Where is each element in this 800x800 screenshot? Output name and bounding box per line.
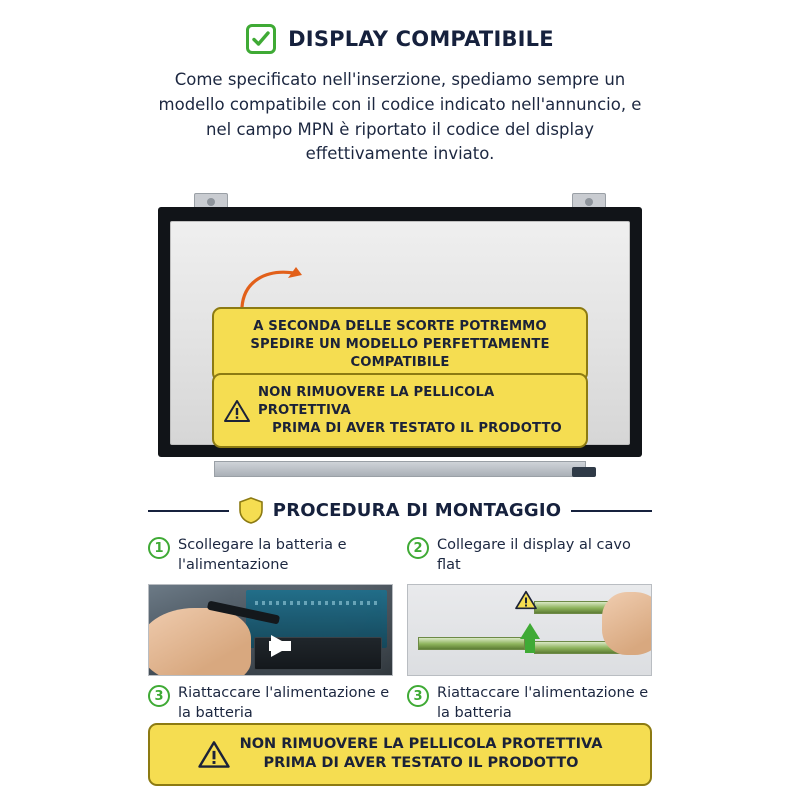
white-arrow-icon: [271, 635, 291, 657]
flat-cable-connection-photo: [407, 584, 652, 676]
warning-triangle-icon: [198, 740, 230, 769]
step-item: [407, 536, 652, 580]
steps-column-left: [148, 536, 393, 728]
warning-triangle-icon: [515, 590, 537, 610]
procedure-header: [148, 497, 652, 524]
divider-right: [571, 510, 652, 512]
display-panel-illustration: [152, 185, 648, 485]
step-item: [148, 684, 393, 728]
procedure-steps: [148, 536, 652, 728]
protective-film-callout: [212, 373, 588, 448]
step-number-badge: 3: [148, 685, 170, 707]
right-margin: [652, 0, 800, 800]
step-label: Riattaccare l'alimentazione e la batteria: [178, 685, 390, 721]
hand-region: [148, 608, 251, 677]
protective-film-callout-line1: NON RIMUOVERE LA PELLICOLA PROTETTIVA: [258, 385, 495, 418]
shield-icon: [239, 497, 263, 524]
hand-region: [602, 592, 652, 655]
step-number-badge: 3: [407, 685, 429, 707]
step-number-badge: 1: [148, 537, 170, 559]
bottom-warning-line1: NON RIMUOVERE LA PELLICOLA PROTETTIVA: [239, 735, 603, 752]
motherboard-battery-photo: [148, 584, 393, 676]
bottom-warning-banner: [148, 723, 652, 786]
curved-arrow-icon: [238, 263, 308, 309]
step-item: [148, 536, 393, 580]
panel-bottom-strip: [214, 461, 586, 477]
procedure-title: PROCEDURA DI MONTAGGIO: [272, 500, 562, 521]
check-square-icon: [246, 24, 276, 54]
panel-connector-tab-icon: [572, 467, 596, 477]
bottom-warning-line2: PRIMA DI AVER TESTATO IL PRODOTTO: [263, 755, 579, 772]
step-label: Riattaccare l'alimentazione e la batteria: [437, 685, 649, 721]
step-item: [407, 684, 652, 728]
left-margin: [0, 0, 148, 800]
content-column: [148, 0, 652, 800]
page-title: DISPLAY COMPATIBILE: [288, 27, 554, 51]
flat-cable-1: [418, 637, 525, 650]
steps-column-right: [407, 536, 652, 728]
green-arrow-icon: [520, 623, 540, 639]
step-label: Collegare il display al cavo flat: [437, 537, 631, 573]
step-number-badge: 2: [407, 537, 429, 559]
header: [148, 24, 652, 54]
intro-paragraph: Come specificato nell'inserzione, spediamo sempre un modello compatibile con il codice indicato nell'annuncio, e nel campo MPN è riportato il codice del display effettivamente inviato.: [158, 70, 642, 164]
stock-compatibility-callout: A SECONDA DELLE SCORTE POTREMMO SPEDIRE UN MODELLO PERFETTAMENTE COMPATIBILE: [212, 307, 588, 382]
step-label: Scollegare la batteria e l'alimentazione: [178, 537, 347, 573]
warning-triangle-icon: [224, 399, 250, 423]
divider-left: [148, 510, 229, 512]
bottom-warning-text: [240, 735, 603, 774]
protective-film-callout-line2: PRIMA DI AVER TESTATO IL PRODOTTO: [272, 420, 562, 436]
